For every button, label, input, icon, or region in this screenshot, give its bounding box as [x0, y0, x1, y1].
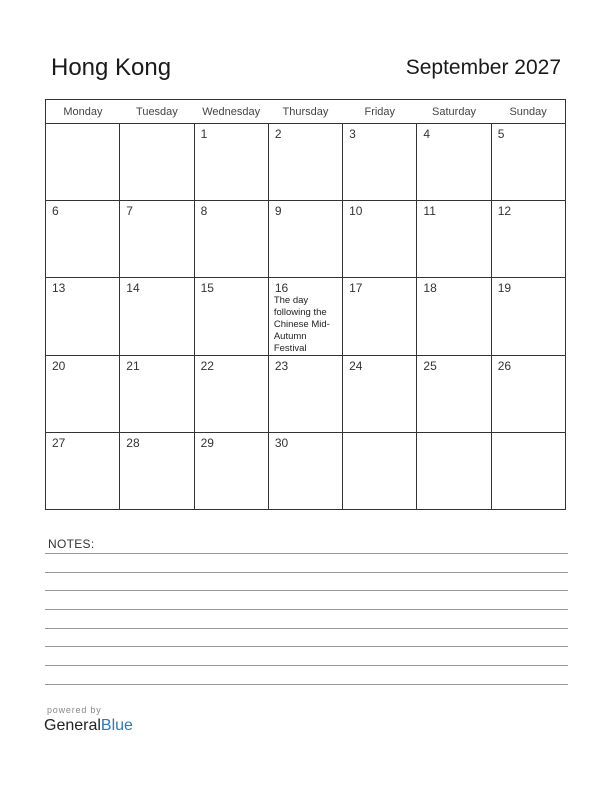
day-number: 4 — [423, 127, 431, 141]
day-number: 20 — [52, 359, 66, 373]
day-number: 23 — [274, 359, 289, 373]
day-number: 24 — [349, 359, 363, 373]
day-number — [343, 433, 416, 436]
day-cell — [268, 201, 342, 278]
day-cell — [268, 278, 342, 356]
weekday-tuesday: Tuesday — [120, 100, 194, 124]
day-number: 22 — [200, 359, 214, 373]
day-cell — [120, 124, 194, 201]
day-cell — [120, 433, 194, 510]
day-number: 14 — [126, 281, 140, 295]
powered-by-text: powered by — [47, 705, 102, 715]
day-cell — [194, 356, 268, 433]
day-cell — [491, 356, 565, 433]
generalblue-logo — [44, 717, 133, 735]
day-number — [417, 433, 490, 436]
day-number: 7 — [126, 204, 133, 218]
day-number: 16 — [274, 281, 289, 295]
day-cell — [120, 278, 194, 356]
week-row — [46, 124, 566, 201]
day-cell — [194, 124, 268, 201]
page-title-region: Hong Kong — [51, 54, 172, 81]
day-cell — [268, 124, 342, 201]
day-cell — [46, 433, 120, 510]
day-number: 25 — [423, 359, 437, 373]
day-number: 29 — [200, 436, 214, 450]
day-number: 18 — [423, 281, 437, 295]
day-cell — [417, 278, 491, 356]
weekday-sunday: Sunday — [491, 100, 565, 124]
day-number: 19 — [497, 281, 512, 295]
day-cell — [194, 201, 268, 278]
notes-line — [45, 553, 568, 554]
day-number: 6 — [52, 204, 59, 218]
brand-blue: Blue — [100, 717, 133, 734]
day-cell — [343, 278, 417, 356]
weekday-wednesday: Wednesday — [194, 100, 268, 124]
day-cell — [46, 278, 120, 356]
day-number: 26 — [497, 359, 512, 373]
brand-general: General — [44, 717, 101, 734]
weekday-monday: Monday — [46, 100, 120, 124]
day-cell — [120, 356, 194, 433]
day-cell — [491, 124, 565, 201]
day-cell — [343, 201, 417, 278]
day-number: 28 — [126, 436, 140, 450]
calendar-grid — [45, 99, 566, 510]
notes-line — [45, 572, 568, 573]
day-cell — [343, 356, 417, 433]
notes-line — [45, 646, 568, 647]
holiday-label: The day following the Chinese Mid-Autumn Festival — [273, 295, 330, 354]
day-number — [46, 124, 119, 127]
day-number: 17 — [349, 281, 363, 295]
day-cell — [46, 356, 120, 433]
day-cell — [268, 356, 342, 433]
day-cell — [343, 433, 417, 510]
day-cell — [417, 124, 491, 201]
day-number: 13 — [52, 281, 66, 295]
day-number: 1 — [200, 127, 208, 141]
notes-line — [45, 628, 568, 629]
day-cell — [417, 433, 491, 510]
day-cell — [194, 278, 268, 356]
day-cell — [120, 201, 194, 278]
week-row — [46, 356, 566, 433]
day-number: 5 — [497, 127, 505, 141]
day-number: 30 — [274, 436, 289, 450]
notes-line — [45, 590, 568, 591]
notes-line — [45, 665, 568, 666]
day-cell — [417, 356, 491, 433]
day-number: 27 — [52, 436, 66, 450]
day-cell — [46, 124, 120, 201]
day-number: 8 — [200, 204, 208, 218]
day-number: 10 — [349, 204, 363, 218]
day-cell — [194, 433, 268, 510]
notes-label: NOTES: — [48, 537, 95, 551]
notes-line — [45, 609, 568, 610]
day-number — [492, 433, 565, 436]
day-cell — [491, 278, 565, 356]
day-cell — [343, 124, 417, 201]
day-number: 15 — [200, 281, 214, 295]
weekday-saturday: Saturday — [417, 100, 491, 124]
week-row — [46, 201, 566, 278]
day-number: 9 — [274, 204, 282, 218]
day-cell — [491, 201, 565, 278]
weekday-thursday: Thursday — [268, 100, 342, 124]
day-cell — [46, 201, 120, 278]
day-number — [120, 124, 193, 127]
day-cell — [268, 433, 342, 510]
weekday-header-row — [46, 100, 566, 124]
page-title-month: September 2027 — [405, 56, 561, 79]
notes-line — [45, 684, 568, 685]
day-number: 21 — [126, 359, 140, 373]
day-number: 2 — [274, 127, 282, 141]
week-row — [46, 433, 566, 510]
day-cell — [491, 433, 565, 510]
day-number: 12 — [497, 204, 512, 218]
day-number: 11 — [423, 204, 436, 218]
day-cell — [417, 201, 491, 278]
weekday-friday: Friday — [343, 100, 417, 124]
week-row — [46, 278, 566, 356]
day-number: 3 — [349, 127, 356, 141]
